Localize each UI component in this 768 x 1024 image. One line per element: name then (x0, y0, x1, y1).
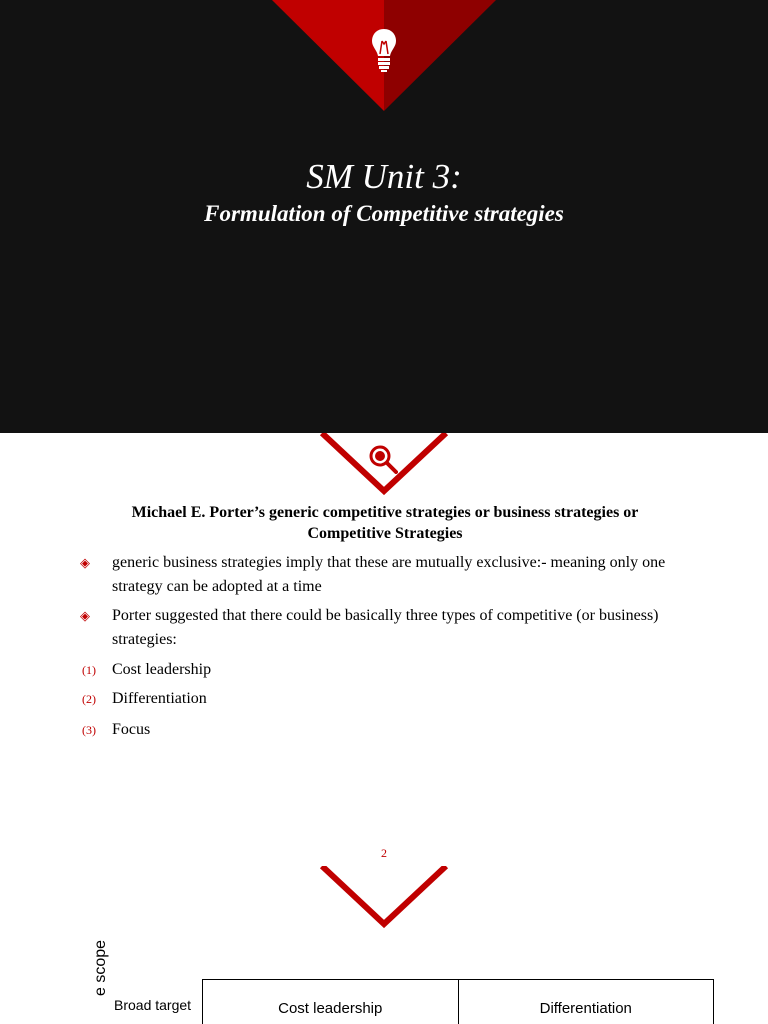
strategy-matrix (202, 979, 714, 1024)
slide-title: SM Unit 3: (306, 157, 462, 196)
list-number: (1) (82, 663, 96, 677)
row-label: Broad target (114, 997, 192, 1013)
matrix-cell: Differentiation (458, 980, 714, 1024)
list-item-text: Differentiation (112, 690, 207, 707)
matrix-cell: Cost leadership (278, 1000, 383, 1017)
content-slide (0, 433, 768, 866)
magnifier-icon (368, 444, 398, 474)
list-number: (3) (82, 723, 96, 737)
list-item-text: Porter suggested that there could be basically three types of competitive (or business) strategies: (112, 607, 659, 648)
page-number: 2 (381, 846, 387, 860)
title-slide (0, 0, 768, 433)
list-item-text: Focus (112, 721, 151, 738)
diamond-bullet-icon: ◈ (80, 555, 90, 570)
lightbulb-icon (369, 27, 399, 73)
list-number: (2) (82, 692, 96, 706)
red-chevron (318, 866, 450, 934)
axis-label: e scope (92, 939, 109, 996)
matrix-slide (0, 866, 768, 1024)
slide-subtitle: Formulation of Competitive strategies (204, 201, 564, 226)
diamond-bullet-icon: ◈ (80, 608, 90, 623)
list-item-text: generic business strategies imply that these are mutually exclusive:- meaning only one strategy can be adopted at a time (112, 554, 666, 595)
slide-heading: Michael E. Porter’s generic competitive strategies or business strategies or Competitive Strategies (131, 504, 639, 542)
list-item-text: Cost leadership (112, 661, 212, 678)
